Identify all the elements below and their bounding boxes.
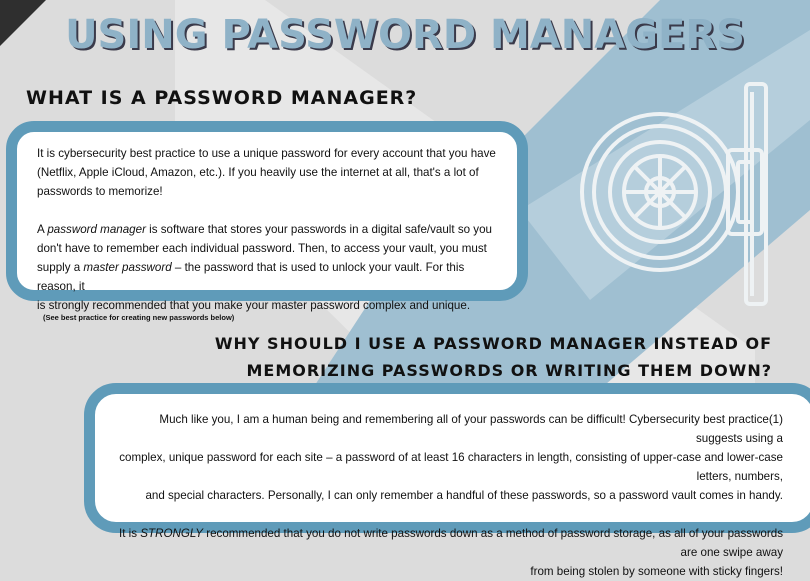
- vault-icon: [580, 82, 800, 312]
- text-line: recommended that you do not write passwords down as a method of password storage, as all of your passwords are one swipe away: [203, 527, 783, 559]
- text-line: don't have to remember each individual password. Then, to access your vault, you must: [37, 242, 487, 255]
- emphasis-term: password manager: [47, 223, 146, 236]
- info-card-what: [6, 121, 528, 322]
- text-line: It is cybersecurity best practice to use a unique password for every account that you have: [37, 147, 496, 160]
- text-line: – the password that is used to unlock your vault. For this reason, it: [37, 261, 465, 293]
- paragraph-intro: [37, 144, 503, 201]
- emphasis-term: STRONGLY: [140, 527, 203, 540]
- text-line: is strongly recommended that you make your master password complex and unique.: [37, 299, 471, 312]
- paragraph-warning: [113, 524, 783, 581]
- text-line: complex, unique password for each site – a password of at least 16 characters in length, consisting of upper-case and lower-case letters, numbers,: [119, 451, 783, 483]
- text-line: It is: [119, 527, 141, 540]
- page-title: USING PASSWORD MANAGERS: [65, 12, 745, 58]
- section-heading-what: WHAT IS A PASSWORD MANAGER?: [26, 87, 418, 109]
- paragraph-why: [113, 410, 783, 505]
- section-heading-why: [215, 330, 772, 384]
- footnote: (See best practice for creating new passwords below): [43, 313, 235, 322]
- emphasis-term: master password: [83, 261, 172, 274]
- text-line: supply a: [37, 261, 84, 274]
- text-line: passwords to memorize!: [37, 185, 163, 198]
- text-line: (Netflix, Apple iCloud, Amazon, etc.). If you heavily use the internet at all, that's a lot of: [37, 166, 479, 179]
- text-line: from being stolen by someone with sticky fingers!: [530, 565, 783, 578]
- heading-line: MEMORIZING PASSWORDS OR WRITING THEM DOWN?: [246, 361, 772, 380]
- text-line: A: [37, 223, 48, 236]
- paragraph-definition: [37, 220, 503, 315]
- info-card-why: [84, 383, 810, 578]
- text-line: Much like you, I am a human being and remembering all of your passwords can be difficult! Cybersecurity best practice(1) suggests using a: [159, 413, 783, 445]
- heading-line: WHY SHOULD I USE A PASSWORD MANAGER INSTEAD OF: [214, 334, 772, 353]
- text-line: and special characters. Personally, I can only remember a handful of these passwords, so a password vault comes in handy.: [145, 489, 783, 502]
- text-line: is software that stores your passwords in a digital safe/vault so you: [145, 223, 492, 236]
